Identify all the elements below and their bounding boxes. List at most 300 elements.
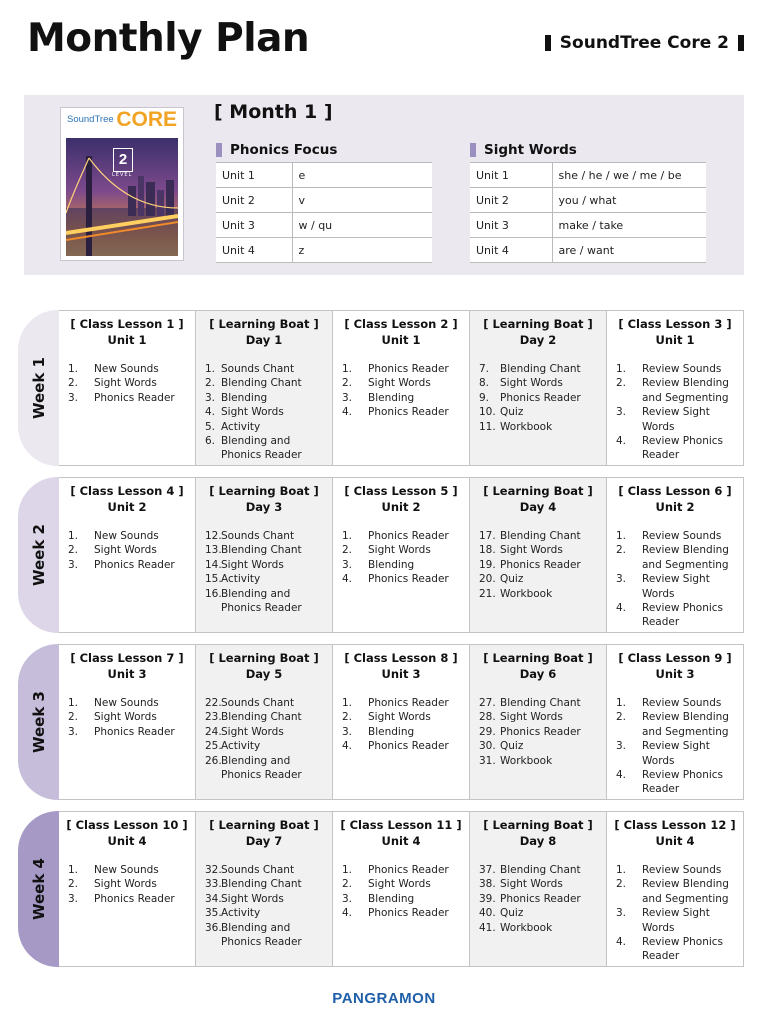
lesson-subtitle: Unit 3 — [381, 667, 421, 681]
list-item — [59, 543, 191, 557]
unit-cell: Unit 3 — [216, 213, 292, 238]
item-text: New Sounds — [94, 530, 159, 542]
item-text: New Sounds — [94, 697, 159, 709]
list-item — [470, 696, 602, 710]
lesson-subtitle: Unit 2 — [381, 500, 421, 514]
lesson-title: [ Class Lesson 12 ] — [614, 818, 736, 832]
item-text: Review Blending and Segmenting — [642, 544, 729, 571]
list-item — [196, 892, 328, 906]
lesson-title: [ Class Lesson 6 ] — [618, 484, 732, 498]
item-number: 3. — [205, 391, 216, 404]
item-text: Review Sounds — [642, 530, 722, 542]
item-number: 32. — [205, 864, 222, 876]
value-cell: w / qu — [292, 213, 432, 238]
list-item — [333, 529, 465, 543]
activity-list — [470, 529, 606, 601]
activity-list — [607, 362, 743, 463]
class-lesson-cell — [607, 310, 744, 466]
item-number: 2. — [205, 377, 216, 390]
activity-list — [333, 863, 469, 921]
lesson-subtitle: Unit 1 — [655, 333, 695, 347]
list-item — [333, 543, 465, 557]
list-item — [196, 391, 328, 405]
item-number: 1. — [342, 697, 353, 709]
lesson-title: [ Learning Boat ] — [209, 651, 319, 665]
week-row — [18, 310, 744, 466]
item-number: 29. — [479, 725, 496, 738]
item-number: 2. — [342, 878, 353, 891]
list-item — [607, 362, 739, 376]
list-item — [333, 391, 465, 405]
item-text: Activity — [221, 740, 261, 753]
item-number: 2. — [68, 711, 79, 724]
list-item — [333, 405, 465, 419]
item-number: 40. — [479, 907, 496, 920]
phonics-focus-panel — [216, 141, 432, 263]
item-text: Sight Words — [368, 711, 431, 724]
list-item — [196, 420, 328, 434]
item-text: Sight Words — [500, 544, 563, 557]
list-item — [607, 739, 739, 768]
class-lesson-cell — [333, 477, 470, 633]
heading-marker-icon — [470, 143, 476, 157]
item-number: 36. — [205, 921, 222, 934]
unit-cell: Unit 1 — [216, 163, 292, 188]
brand-label — [545, 32, 744, 54]
item-text: Blending Chant — [500, 697, 581, 709]
unit-cell: Unit 4 — [470, 238, 552, 263]
item-number: 3. — [68, 391, 79, 404]
item-text: Workbook — [500, 754, 553, 767]
list-item — [607, 376, 739, 405]
heading-marker-icon — [216, 143, 222, 157]
class-lesson-cell — [59, 811, 196, 967]
item-text: Workbook — [500, 587, 553, 600]
list-item — [470, 572, 602, 586]
item-number: 4. — [616, 769, 627, 782]
item-number: 4. — [342, 573, 353, 586]
week-tab — [18, 310, 59, 466]
list-item — [196, 710, 328, 724]
item-text: Phonics Reader — [94, 892, 175, 905]
item-number: 2. — [616, 544, 627, 557]
item-number: 3. — [342, 725, 353, 738]
item-text: Sight Words — [221, 892, 284, 905]
list-item — [59, 558, 191, 572]
item-number: 1. — [616, 864, 627, 876]
item-text: Sight Words — [500, 377, 563, 390]
item-number: 19. — [479, 558, 496, 571]
item-text: Phonics Reader — [368, 406, 449, 419]
class-lesson-cell — [607, 644, 744, 800]
lesson-columns — [59, 310, 744, 466]
learning-boat-cell — [196, 811, 333, 967]
activity-list — [333, 529, 469, 587]
list-item — [333, 863, 465, 877]
item-number: 1. — [68, 697, 79, 709]
publisher-logo: PANGRAMON — [332, 990, 436, 1007]
item-text: Blending and Phonics Reader — [221, 587, 302, 615]
item-text: Blending Chant — [500, 864, 581, 876]
value-cell: z — [292, 238, 432, 263]
list-item — [470, 863, 602, 877]
lesson-title: [ Class Lesson 11 ] — [340, 818, 462, 832]
list-item — [196, 434, 328, 463]
class-lesson-cell — [59, 644, 196, 800]
class-lesson-cell — [333, 811, 470, 967]
list-item — [196, 754, 328, 783]
lesson-subtitle: Day 3 — [245, 500, 283, 514]
item-text: Blending — [368, 725, 415, 738]
list-item — [333, 376, 465, 390]
item-number: 1. — [205, 363, 216, 375]
list-item — [196, 739, 328, 753]
week-row — [18, 644, 744, 800]
item-text: Phonics Reader — [500, 391, 581, 404]
list-item — [333, 906, 465, 920]
list-item — [470, 543, 602, 557]
item-number: 12. — [205, 530, 222, 542]
month-title: [ Month 1 ] — [214, 101, 333, 123]
activity-list — [196, 863, 332, 949]
table-row — [470, 238, 706, 263]
learning-boat-cell — [196, 644, 333, 800]
item-text: Phonics Reader — [368, 697, 449, 709]
lesson-subtitle: Unit 2 — [655, 500, 695, 514]
item-number: 1. — [616, 530, 627, 542]
item-text: Blending Chant — [221, 377, 302, 390]
item-text: Sight Words — [368, 377, 431, 390]
list-item — [470, 725, 602, 739]
activity-list — [59, 863, 195, 906]
item-text: New Sounds — [94, 363, 159, 375]
activity-list — [333, 696, 469, 754]
item-text: Sight Words — [221, 406, 284, 419]
list-item — [59, 725, 191, 739]
item-text: Sounds Chant — [221, 363, 295, 375]
item-text: Phonics Reader — [368, 363, 449, 375]
item-text: Review Phonics Reader — [642, 769, 724, 796]
item-number: 15. — [205, 573, 222, 586]
list-item — [333, 725, 465, 739]
phonics-focus-table — [216, 162, 432, 263]
lesson-title: [ Class Lesson 10 ] — [66, 818, 188, 832]
list-item — [470, 420, 602, 434]
list-item — [59, 362, 191, 376]
item-text: Sounds Chant — [221, 697, 295, 709]
lesson-subtitle: Unit 1 — [107, 333, 147, 347]
item-number: 33. — [205, 878, 222, 891]
book-level-word: LEVEL — [112, 172, 133, 178]
item-text: Review Blending and Segmenting — [642, 711, 729, 738]
lesson-subtitle: Day 6 — [519, 667, 557, 681]
list-item — [333, 362, 465, 376]
lesson-subtitle: Day 1 — [245, 333, 283, 347]
list-item — [470, 710, 602, 724]
activity-list — [59, 529, 195, 572]
list-item — [470, 877, 602, 891]
item-number: 3. — [616, 740, 627, 753]
lesson-title: [ Class Lesson 4 ] — [70, 484, 184, 498]
list-item — [333, 710, 465, 724]
list-item — [470, 739, 602, 753]
value-cell: are / want — [552, 238, 706, 263]
activity-list — [59, 696, 195, 739]
table-row — [216, 238, 432, 263]
list-item — [607, 906, 739, 935]
learning-boat-cell — [470, 310, 607, 466]
lesson-subtitle: Day 8 — [519, 834, 557, 848]
lesson-title: [ Learning Boat ] — [209, 484, 319, 498]
list-item — [607, 572, 739, 601]
item-number: 4. — [616, 602, 627, 615]
item-number: 3. — [616, 573, 627, 586]
item-text: Blending and Phonics Reader — [221, 754, 302, 782]
item-number: 7. — [479, 363, 490, 375]
list-item — [607, 696, 739, 710]
sight-words-table — [470, 162, 706, 263]
lesson-columns — [59, 644, 744, 800]
list-item — [607, 877, 739, 906]
item-number: 22. — [205, 697, 222, 709]
item-text: Phonics Reader — [368, 740, 449, 753]
item-number: 3. — [68, 558, 79, 571]
lesson-subtitle: Unit 4 — [107, 834, 147, 848]
item-number: 1. — [68, 864, 79, 876]
table-row — [216, 163, 432, 188]
item-number: 3. — [342, 558, 353, 571]
item-text: Blending — [221, 391, 268, 404]
unit-cell: Unit 3 — [470, 213, 552, 238]
list-item — [196, 558, 328, 572]
item-number: 2. — [342, 377, 353, 390]
learning-boat-cell — [470, 477, 607, 633]
book-cover — [60, 107, 184, 261]
week-label: Week 2 — [29, 524, 48, 586]
item-text: Activity — [221, 573, 261, 586]
item-text: Review Sounds — [642, 864, 722, 876]
lesson-title: [ Class Lesson 7 ] — [70, 651, 184, 665]
item-number: 13. — [205, 544, 222, 557]
lesson-title: [ Class Lesson 9 ] — [618, 651, 732, 665]
list-item — [196, 921, 328, 950]
list-item — [607, 601, 739, 630]
item-number: 2. — [616, 711, 627, 724]
list-item — [196, 405, 328, 419]
item-text: New Sounds — [94, 864, 159, 876]
item-number: 3. — [68, 892, 79, 905]
book-brand: SoundTree — [67, 114, 114, 125]
item-number: 2. — [342, 544, 353, 557]
item-text: Sight Words — [94, 711, 157, 724]
list-item — [196, 572, 328, 586]
item-number: 4. — [342, 406, 353, 419]
list-item — [607, 935, 739, 964]
item-number: 16. — [205, 587, 222, 600]
list-item — [470, 892, 602, 906]
lesson-columns — [59, 811, 744, 967]
list-item — [470, 362, 602, 376]
unit-cell: Unit 1 — [470, 163, 552, 188]
item-number: 34. — [205, 892, 222, 905]
item-number: 31. — [479, 754, 496, 767]
list-item — [607, 710, 739, 739]
item-text: Sight Words — [368, 544, 431, 557]
item-text: Sight Words — [500, 711, 563, 724]
item-number: 9. — [479, 391, 490, 404]
item-number: 10. — [479, 406, 496, 419]
item-number: 1. — [342, 530, 353, 542]
item-number: 11. — [479, 420, 496, 433]
list-item — [607, 529, 739, 543]
item-text: Phonics Reader — [368, 907, 449, 920]
item-text: Workbook — [500, 921, 553, 934]
activity-list — [470, 696, 606, 768]
page-title: Monthly Plan — [27, 16, 310, 61]
item-text: Sight Words — [94, 878, 157, 891]
lesson-title: [ Learning Boat ] — [209, 317, 319, 331]
list-item — [470, 529, 602, 543]
list-item — [59, 696, 191, 710]
item-text: Phonics Reader — [94, 725, 175, 738]
item-text: Review Sounds — [642, 363, 722, 375]
activity-list — [470, 362, 606, 434]
item-text: Review Phonics Reader — [642, 435, 724, 462]
item-number: 1. — [68, 530, 79, 542]
item-text: Sounds Chant — [221, 530, 295, 542]
month-overview — [24, 95, 744, 275]
brand-bar-left — [545, 35, 551, 51]
value-cell: she / he / we / me / be — [552, 163, 706, 188]
list-item — [470, 405, 602, 419]
item-number: 4. — [342, 907, 353, 920]
list-item — [59, 376, 191, 390]
item-text: Review Phonics Reader — [642, 936, 724, 963]
table-row — [216, 213, 432, 238]
week-label: Week 3 — [29, 691, 48, 753]
list-item — [607, 405, 739, 434]
activity-list — [333, 362, 469, 420]
item-text: Review Blending and Segmenting — [642, 878, 729, 905]
item-text: Phonics Reader — [500, 892, 581, 905]
unit-cell: Unit 4 — [216, 238, 292, 263]
item-number: 2. — [68, 878, 79, 891]
sight-words-heading — [470, 141, 706, 159]
item-text: Sight Words — [500, 878, 563, 891]
item-number: 8. — [479, 377, 490, 390]
item-text: Blending Chant — [221, 711, 302, 724]
table-row — [470, 213, 706, 238]
week-label: Week 4 — [29, 858, 48, 920]
list-item — [333, 558, 465, 572]
week-row — [18, 477, 744, 633]
item-text: Review Blending and Segmenting — [642, 377, 729, 404]
list-item — [470, 906, 602, 920]
item-number: 41. — [479, 921, 496, 934]
week-tab — [18, 811, 59, 967]
lesson-subtitle: Unit 4 — [655, 834, 695, 848]
item-text: Review Sounds — [642, 697, 722, 709]
class-lesson-cell — [607, 477, 744, 633]
lesson-title: [ Class Lesson 3 ] — [618, 317, 732, 331]
list-item — [607, 768, 739, 797]
item-number: 2. — [616, 878, 627, 891]
item-number: 4. — [616, 435, 627, 448]
item-text: Blending and Phonics Reader — [221, 435, 302, 462]
activity-list — [607, 529, 743, 630]
list-item — [333, 696, 465, 710]
item-text: Phonics Reader — [94, 558, 175, 571]
lesson-title: [ Class Lesson 5 ] — [344, 484, 458, 498]
item-text: Blending Chant — [221, 878, 302, 891]
value-cell: you / what — [552, 188, 706, 213]
item-text: Review Sight Words — [642, 740, 710, 767]
item-number: 1. — [342, 864, 353, 876]
table-row — [470, 163, 706, 188]
item-text: Blending and Phonics Reader — [221, 921, 302, 949]
item-number: 25. — [205, 740, 222, 753]
table-row — [470, 188, 706, 213]
unit-cell: Unit 2 — [216, 188, 292, 213]
week-tab — [18, 644, 59, 800]
learning-boat-cell — [196, 477, 333, 633]
learning-boat-cell — [196, 310, 333, 466]
item-text: Phonics Reader — [368, 530, 449, 542]
activity-list — [607, 863, 743, 964]
week-tab — [18, 477, 59, 633]
list-item — [196, 696, 328, 710]
item-text: Blending — [368, 892, 415, 905]
list-item — [196, 906, 328, 920]
item-text: Quiz — [500, 907, 524, 920]
item-text: Blending Chant — [500, 530, 581, 542]
list-item — [333, 739, 465, 753]
item-number: 30. — [479, 740, 496, 753]
lesson-subtitle: Unit 3 — [655, 667, 695, 681]
list-item — [470, 921, 602, 935]
item-number: 26. — [205, 754, 222, 767]
item-number: 4. — [205, 406, 216, 419]
item-number: 24. — [205, 725, 222, 738]
item-text: Phonics Reader — [500, 558, 581, 571]
item-number: 1. — [68, 363, 79, 375]
list-item — [333, 572, 465, 586]
list-item — [59, 391, 191, 405]
item-number: 1. — [616, 697, 627, 709]
list-item — [196, 725, 328, 739]
item-number: 3. — [616, 406, 627, 419]
lesson-columns — [59, 477, 744, 633]
activity-list — [470, 863, 606, 935]
item-text: Workbook — [500, 420, 553, 433]
item-text: Activity — [221, 420, 261, 433]
week-label: Week 1 — [29, 357, 48, 419]
item-text: Sight Words — [94, 544, 157, 557]
item-number: 2. — [616, 377, 627, 390]
lesson-subtitle: Day 4 — [519, 500, 557, 514]
class-lesson-cell — [333, 644, 470, 800]
phonics-focus-label: Phonics Focus — [230, 142, 338, 158]
item-text: Phonics Reader — [94, 391, 175, 404]
item-text: Quiz — [500, 740, 524, 753]
value-cell: v — [292, 188, 432, 213]
item-number: 18. — [479, 544, 496, 557]
activity-list — [607, 696, 743, 797]
item-number: 2. — [68, 377, 79, 390]
sight-words-label: Sight Words — [484, 142, 577, 158]
lesson-subtitle: Unit 3 — [107, 667, 147, 681]
list-item — [59, 892, 191, 906]
